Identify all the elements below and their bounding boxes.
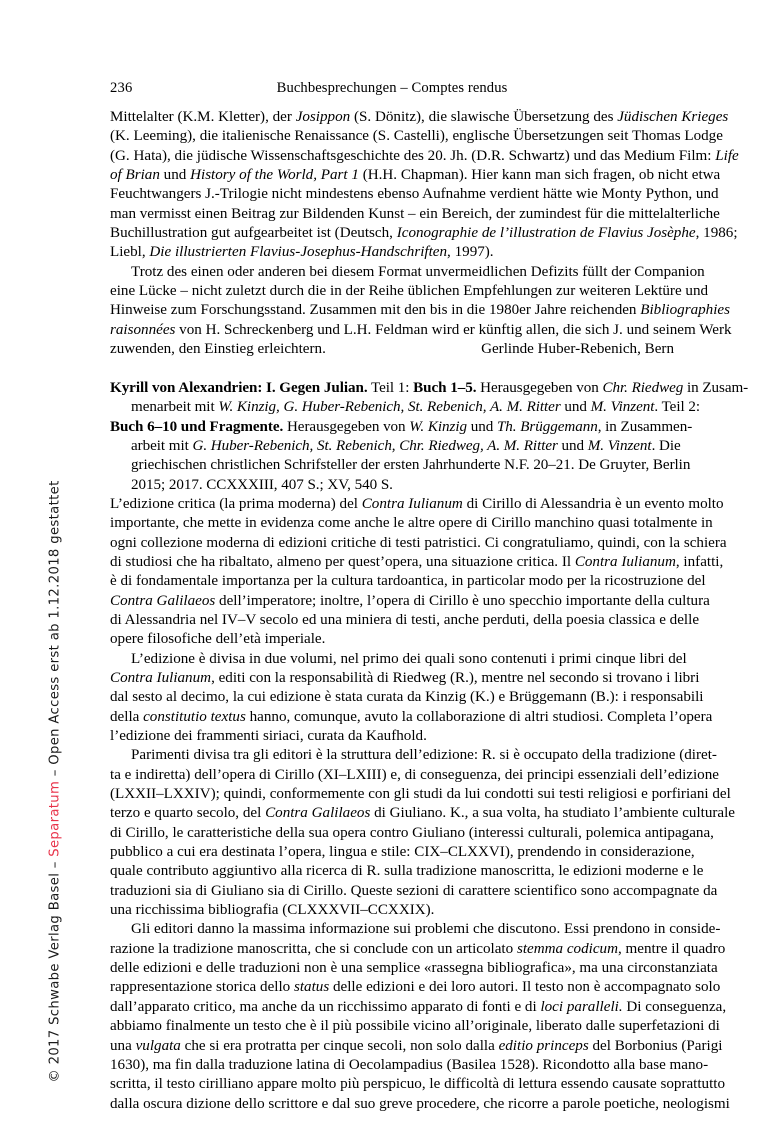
text-line xyxy=(110,843,695,862)
review-two-body xyxy=(110,495,735,1114)
text-run: (H.H. Chapman). Hier kann man sich fragen, ob nicht etwa xyxy=(358,167,721,184)
text-line xyxy=(110,708,713,727)
bold-run: Kyrill von Alexandrien: I. Gegen Julian. xyxy=(110,379,368,396)
text-run: abbiamo finalmente un testo che è il più possibile vicino all’originale, liberato dalle superfetazioni di xyxy=(110,1018,720,1035)
text-line xyxy=(110,224,738,243)
text-run: arbeit mit xyxy=(131,437,193,454)
italic-run: Contra Iulianum xyxy=(574,553,676,570)
text-line xyxy=(110,185,719,204)
text-run: di Cirillo di Alessandria è un evento molto xyxy=(462,495,724,512)
copyright-rail xyxy=(0,0,70,1131)
running-head xyxy=(110,80,674,100)
text-run: , 1986; xyxy=(695,225,738,242)
text-run: scritta, il testo cirilliano appare molto più perspicuo, le difficoltà di lettura essendo causate soprattutto xyxy=(110,1076,726,1093)
copyright-separatum-label: Separatum xyxy=(47,780,63,857)
text-line xyxy=(110,650,687,669)
copyright-suffix: – Open Access erst ab 1.12.2018 gestattet xyxy=(47,480,63,781)
italic-run: M. Vinzent xyxy=(590,399,655,416)
text-run: und xyxy=(159,167,191,184)
text-run: Herausgegeben von xyxy=(283,418,410,435)
paragraph xyxy=(110,746,735,920)
text-run: dell’imperatore; inoltre, l’opera di Cirillo è uno specchio importante della cultura xyxy=(215,592,710,609)
text-run: . Teil 2: xyxy=(654,399,700,416)
text-run: di Giuliano. K., a sua volta, ha studiato l’ambiente culturale xyxy=(370,805,735,822)
text-run: di Cirillo, le caratteristiche della sua opera contro Giuliano (interessi culturali, polemica antipagana, xyxy=(110,824,714,841)
text-line xyxy=(110,804,735,823)
text-run: una ricchissima bibliografia (CLXXXVII–CCXXIX). xyxy=(110,902,435,919)
text-run: Gli editori danno la massima informazione sui problemi che discutono. Essi prendono in conside- xyxy=(131,921,721,938)
text-run: opere filosofiche dell’età imperiale. xyxy=(110,631,326,648)
italic-run: Bibliographies xyxy=(640,302,730,319)
italic-run: M. Vinzent xyxy=(587,437,652,454)
text-run: (K. Leeming), die italienische Renaissance (S. Castelli), englische Übersetzungen seit Thomas Lodge xyxy=(110,128,723,145)
text-line xyxy=(110,630,674,649)
paragraph xyxy=(110,495,727,650)
text-line xyxy=(110,688,704,707)
text-run: è di fondamentale importanza per la cultura tardoantica, in particolar modo per la ricostruzione del xyxy=(110,573,706,590)
text-run: Parimenti divisa tra gli editori è la struttura dell’edizione: R. si è occupato della tradizione (diret- xyxy=(131,747,717,764)
text-run: , infatti, xyxy=(675,553,724,570)
text-run: und xyxy=(557,437,588,454)
page-number: 236 xyxy=(110,80,133,96)
text-run: della xyxy=(110,708,144,725)
text-run: di studiosi che ha ribaltato, almeno per quest’opera, una situazione critica. Il xyxy=(110,553,575,570)
italic-run: Jüdischen Krieges xyxy=(617,109,729,125)
text-line xyxy=(110,862,704,881)
page-body xyxy=(110,0,749,1131)
text-run: , in Zusammen- xyxy=(597,418,693,435)
text-line xyxy=(110,282,709,301)
paragraph xyxy=(110,650,713,747)
text-line xyxy=(110,785,731,804)
text-line xyxy=(110,476,674,495)
text-run: delle edizioni e dei loro autori. Il testo non è accompagnato solo xyxy=(329,979,721,996)
italic-run: loci paralleli. xyxy=(540,998,623,1015)
italic-run: raisonnées xyxy=(110,321,176,338)
italic-run: G. Huber-Rebenich, St. Rebenich, Chr. Riedweg, A. M. Ritter xyxy=(192,437,558,454)
text-line xyxy=(110,108,729,127)
text-line xyxy=(110,882,718,901)
text-run: 2015; 2017. CCXXXIII, 407 S.; XV, 540 S. xyxy=(131,476,393,493)
text-run: (LXXII–LXXIV); quindi, conformemente con gli studi da lui condotti sui testi religiosi e porfiriani del xyxy=(110,786,731,803)
italic-run: status xyxy=(293,979,330,996)
text-line xyxy=(110,669,700,688)
text-run: in Zusam- xyxy=(683,379,749,396)
text-run: und xyxy=(560,399,591,416)
italic-run: vulgata xyxy=(135,1037,181,1054)
review-one-paragraph-2 xyxy=(110,263,732,340)
text-line xyxy=(110,243,674,262)
review-one-signature-line xyxy=(110,340,674,359)
italic-run: Chr. Riedweg xyxy=(602,379,684,396)
text-run: (G. Hata), die jüdische Wissenschaftsgeschichte des 20. Jh. (D.R. Schwartz) und das Medium Film: xyxy=(110,147,716,164)
text-run: . Die xyxy=(651,437,681,454)
text-run: ta e indiretta) dell’opera di Cirillo (XI–LXIII) e, di conseguenza, dei principi essenziali dell’edizione xyxy=(110,766,719,783)
text-run: pubblico a cui era destinata l’opera, lingua e stile: CIX–CLXXVI), prendendo in considerazione, xyxy=(110,844,695,861)
text-run: del Borbonius (Parigi xyxy=(588,1037,723,1054)
text-run: eine Lücke – nicht zuletzt durch die in der Reihe üblichen Empfehlungen zur weiteren Lektüre und xyxy=(110,283,709,300)
text-run: importante, che mette in evidenza come anche le altre opere di Cirillo manchino quasi totalmente in xyxy=(110,515,713,532)
text-run: und xyxy=(467,418,497,435)
review-two-bibliographic-header xyxy=(110,379,749,495)
text-run: Liebl, xyxy=(110,244,150,261)
running-head-title: Buchbesprechungen – Comptes rendus xyxy=(276,80,508,96)
text-line xyxy=(110,553,724,572)
italic-run: Die illustrierten Flavius-Josephus-Handschriften xyxy=(149,244,448,261)
text-line xyxy=(110,534,727,553)
text-line xyxy=(110,495,724,514)
text-run: una xyxy=(110,1037,136,1054)
text-line xyxy=(110,746,717,765)
text-line xyxy=(110,321,732,340)
text-run: Mittelalter (K.M. Kletter), der xyxy=(110,109,296,125)
text-line xyxy=(110,514,713,533)
text-run: man vermisst einen Beitrag zur Bildenden Kunst – ein Bereich, der zumindest für die mittelalterliche xyxy=(110,205,720,222)
text-run: Buchillustration gut aufgearbeitet ist (Deutsch, xyxy=(110,225,397,242)
text-run: 1630), ma fin dalla traduzione latina di Oecolampadius (Basilea 1528). Ricondotto alla base mano- xyxy=(110,1056,709,1073)
text-line xyxy=(110,456,691,475)
italic-run: of Brian xyxy=(110,167,160,184)
italic-run: Contra Galilaeos xyxy=(265,805,371,822)
text-run: dalla oscura dizione dello scrittore e dal suo greve procedere, che ricorre a parole poetiche, neologismi xyxy=(110,1095,730,1112)
italic-run: Contra Iulianum xyxy=(361,495,463,512)
italic-run: W. Kinzig xyxy=(409,418,467,435)
text-run: ogni collezione moderna di edizioni critiche di testi patristici. Ci congratuliamo, quindi, con la schiera xyxy=(110,534,727,551)
text-run: terzo e quarto secolo, del xyxy=(110,805,266,822)
text-line xyxy=(110,766,719,785)
text-run: L’edizione critica (la prima moderna) del xyxy=(110,495,362,512)
text-line xyxy=(110,418,693,437)
text-line xyxy=(110,940,726,959)
copyright-prefix: © 2017 Schwabe Verlag Basel – xyxy=(47,856,63,1083)
italic-run: constitutio textus xyxy=(143,708,246,725)
text-line xyxy=(110,727,674,746)
copyright-vertical-text xyxy=(48,23,63,1083)
spacer-between-reviews xyxy=(110,359,674,378)
text-run: von H. Schreckenberg und L.H. Feldman wird er künftig allen, die sich J. und seinem Werk xyxy=(175,321,732,338)
text-run: di Alessandria nel IV–V secolo ed una miniera di testi, anche perduti, della poesia classica e delle xyxy=(110,611,700,628)
italic-run: editio princeps xyxy=(498,1037,589,1054)
text-line xyxy=(110,572,706,591)
text-line xyxy=(110,205,720,224)
text-line xyxy=(110,920,721,939)
text-run: razione la tradizione manoscritta, che si conclude con un articolato xyxy=(110,940,517,957)
italic-run: Th. Brüggemann xyxy=(496,418,598,435)
italic-run: Contra Galilaeos xyxy=(110,592,216,609)
text-line xyxy=(110,166,721,185)
text-line xyxy=(110,978,721,997)
text-line xyxy=(110,1075,726,1094)
text-line xyxy=(110,301,730,320)
review-one-reviewer: Gerlinde Huber-Rebenich, Bern xyxy=(481,341,674,358)
text-run: , editi con la responsabilità di Riedweg (R.), mentre nel secondo si trovano i libri xyxy=(211,669,700,686)
text-line xyxy=(110,379,749,398)
text-line xyxy=(110,592,710,611)
text-run: Teil 1: xyxy=(367,379,414,396)
text-line xyxy=(110,959,718,978)
text-run: delle edizioni e delle traduzioni non è una semplice «rassegna bibliografica», ma una circonstanziata xyxy=(110,960,718,977)
text-line xyxy=(110,824,714,843)
text-line xyxy=(110,611,700,630)
italic-run: Iconographie de l’illustration de Flavius Josèphe xyxy=(396,225,696,242)
text-run: Feuchtwangers J.-Trilogie nicht mindestens ebenso Aufnahme verdient hätte wie Monty Python, und xyxy=(110,186,719,203)
review-one-closing-text: zuwenden, den Einstieg erleichtern. xyxy=(110,341,326,358)
text-line xyxy=(110,1037,723,1056)
text-line xyxy=(110,127,723,146)
text-run: hanno, comunque, avuto la collaborazione di altri studiosi. Completa l’opera xyxy=(245,708,713,725)
text-column xyxy=(110,108,749,1114)
text-run: , 1997). xyxy=(447,244,494,261)
italic-run: Contra Iulianum xyxy=(110,669,212,686)
text-run: Hinweise zum Forschungsstand. Zusammen mit den bis in die 1980er Jahre reichenden xyxy=(110,302,641,319)
text-run: traduzioni sia di Giuliano sia di Cirillo. Queste sezioni di carattere scientifico sono accompagnate da xyxy=(110,882,718,899)
italic-run: stemma codicum xyxy=(516,940,618,957)
text-run: dall’apparato critico, ma anche da un ricchissimo apparato di fonti e di xyxy=(110,998,541,1015)
text-run: che si era protratta per cinque secoli, non solo dalla xyxy=(180,1037,499,1054)
text-line xyxy=(110,263,705,282)
text-run: menarbeit mit xyxy=(131,399,219,416)
text-line xyxy=(110,437,681,456)
bold-run: Buch 6–10 und Fragmente. xyxy=(110,418,284,435)
text-run: dal sesto al decimo, la cui edizione è stata curata da Kinzig (K.) e Brüggemann (B.): i responsabili xyxy=(110,689,704,706)
text-run: , mentre il quadro xyxy=(617,940,726,957)
italic-run: History of the World, Part 1 xyxy=(190,167,359,184)
text-line xyxy=(110,1017,720,1036)
text-run: Trotz des einen oder anderen bei diesem Format unvermeidlichen Defizits füllt der Companion xyxy=(131,263,705,280)
text-line xyxy=(110,147,739,166)
italic-run: Life xyxy=(715,147,739,164)
text-run: Di conseguenza, xyxy=(622,998,727,1015)
review-one-paragraph-1 xyxy=(110,108,739,263)
text-line xyxy=(110,901,674,920)
text-run: quale contributo aggiuntivo alla ricerca di R. sulla tradizione manoscritta, le edizioni moderne e le xyxy=(110,863,704,880)
text-line xyxy=(110,998,727,1017)
text-run: (S. Dönitz), die slawische Übersetzung des xyxy=(350,109,618,125)
italic-run: W. Kinzig, G. Huber-Rebenich, St. Rebenich, A. M. Ritter xyxy=(218,399,561,416)
italic-run: Josippon xyxy=(295,109,351,125)
text-line xyxy=(110,398,700,417)
text-line xyxy=(110,1056,709,1075)
bold-run: Buch 1–5. xyxy=(413,379,477,396)
paragraph xyxy=(110,920,730,1113)
text-line xyxy=(110,1095,730,1114)
text-run: L’edizione è divisa in due volumi, nel primo dei quali sono contenuti i primi cinque libri del xyxy=(131,650,687,667)
text-run: l’edizione dei frammenti siriaci, curata da Kaufhold. xyxy=(110,728,427,744)
text-run: Herausgegeben von xyxy=(476,379,603,396)
text-run: rappresentazione storica dello xyxy=(110,979,294,996)
text-run: griechischen christlichen Schrifsteller der ersten Jahrhunderte N.F. 20–21. De Gruyter, Berlin xyxy=(131,457,691,474)
